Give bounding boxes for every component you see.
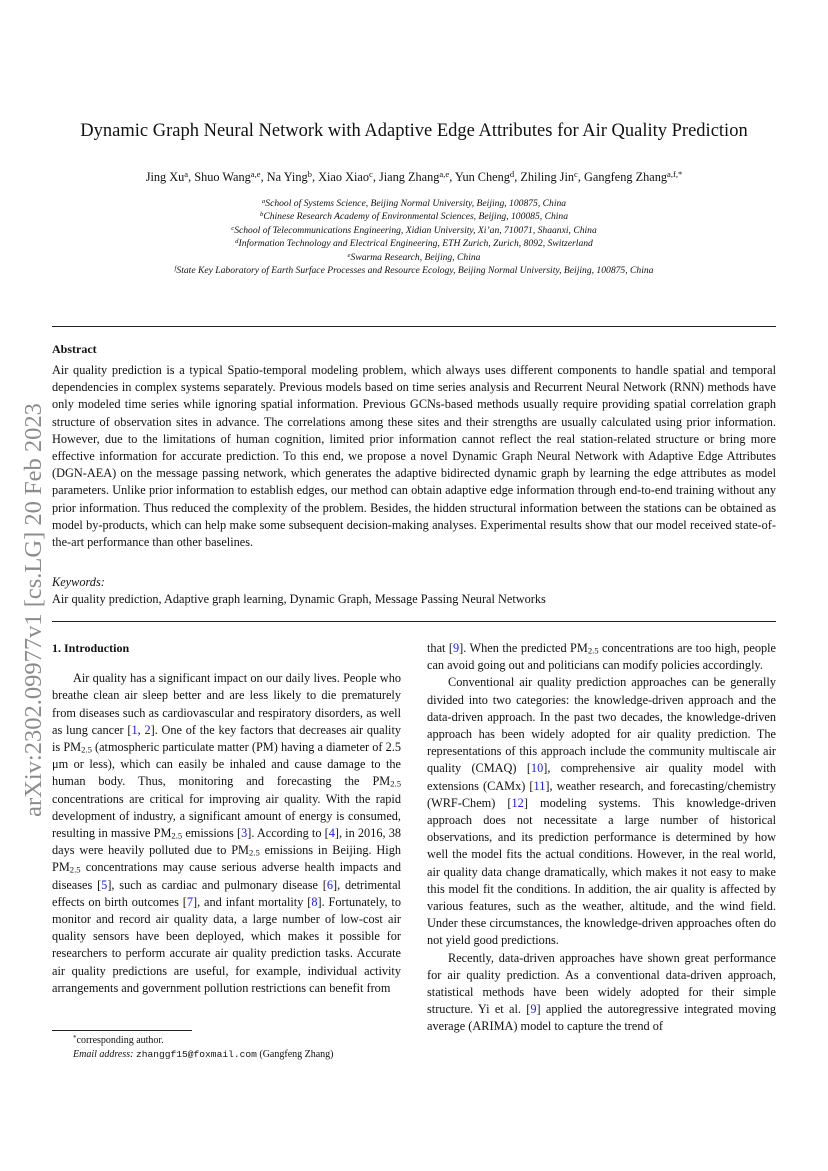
email-label: Email address: bbox=[73, 1049, 134, 1060]
affiliation-mark: a bbox=[261, 197, 266, 205]
intro-paragraph-continued: that [9]. When the predicted $PM_{2.5}$ concentrations are too high, people can avoid going out and politicians can modify policies accordingly. bbox=[427, 641, 777, 673]
pm-subscript: 2.5 bbox=[81, 744, 92, 755]
author-affiliation-mark: a bbox=[184, 169, 189, 180]
citation-link[interactable]: 12 bbox=[511, 795, 524, 810]
intro-paragraph-2: Conventional air quality prediction approaches can be generally divided into two categories: the knowledge-driven approach and the data-driven approach. In the past two decades, the knowledge-driven approach has been widely adopted for air quality prediction. The representations of this approach include the community multiscale air quality (CMAQ) [10], comprehensive air quality model with extensions (CAMx) [11], weather research, and forecasting/chemistry (WRF-Chem) [12] modeling systems. This knowledge-driven approach does not necessitate a large number of historical observations, and its prediction performance is determined by how well the model fits the actual conditions. However, in the real world, air quality data change dramatically, which makes it not easy to make this model fit the conditions. In addition, the air quality is affected by various features, such as the weather, altitude, and the wind field. Under these circumstances, the knowledge-driven approaches often do not yield good predictions. bbox=[427, 675, 777, 948]
affiliation-mark: f bbox=[174, 265, 177, 273]
author-name: Gangfeng Zhang bbox=[584, 170, 667, 184]
intro-paragraph-3: Recently, data-driven approaches have shown great performance for air quality prediction. As a conventional data-driven approach, statistical methods have been widely adopted for their simple structure. Yi et al. [9] applied the autoregressive integrated moving average (ARIMA) model to capture the trend of bbox=[427, 950, 776, 1034]
affiliation-text: Chinese Research Academy of Environmental Sciences, Beijing, 100085, China bbox=[263, 211, 569, 223]
corresponding-author-label: corresponding author. bbox=[76, 1035, 164, 1046]
abstract-top-rule bbox=[52, 326, 776, 327]
affiliation-mark: e bbox=[347, 251, 351, 259]
pm-subscript: 2.5 bbox=[390, 779, 401, 790]
citation-link[interactable]: 8 bbox=[311, 894, 318, 909]
author-affiliation-mark: a,e bbox=[250, 169, 261, 180]
footnotes bbox=[52, 1034, 401, 1062]
affiliation-mark: d bbox=[235, 238, 239, 246]
author-list: Jing Xu$^a$, Shuo Wang$^{a,e}$, Na Ying$^b$, Xiao Xiao$^c$, Jiang Zhang$^{a,e}$, Yun Cheng$^d$, Zhiling Jin$^c$, Gangfeng Zhang$^{a,f,*}$ bbox=[145, 169, 683, 184]
pm-subscript: 2.5 bbox=[171, 830, 183, 841]
affiliation-mark: b bbox=[259, 211, 264, 219]
citation-link[interactable]: 5 bbox=[101, 877, 108, 892]
abstract-heading: Abstract bbox=[52, 342, 97, 356]
affiliation-text: Information Technology and Electrical Engineering, ETH Zurich, Zurich, 8092, Switzerland bbox=[238, 238, 593, 250]
author-affiliation-mark: c bbox=[574, 169, 578, 180]
affiliation-list bbox=[0, 197, 828, 277]
keywords-bottom-rule bbox=[52, 621, 776, 622]
email-address[interactable]: zhanggf15@foxmail.com bbox=[135, 1049, 257, 1060]
author-affiliation-mark: c bbox=[368, 169, 373, 180]
author-name: Zhiling Jin bbox=[520, 170, 575, 184]
arxiv-identifier-stamp bbox=[14, 365, 54, 855]
author-name: Shuo Wang bbox=[194, 170, 251, 184]
email-note bbox=[52, 1048, 401, 1062]
citation-link[interactable]: 4 bbox=[328, 826, 335, 841]
paper-title: Dynamic Graph Neural Network with Adaptive Edge Attributes for Air Quality Prediction bbox=[80, 121, 748, 141]
citation-link[interactable]: 2 bbox=[144, 722, 151, 737]
author-name: Xiao Xiao bbox=[318, 170, 369, 184]
email-owner: (Gangfeng Zhang) bbox=[259, 1049, 334, 1060]
citation-link[interactable]: 9 bbox=[453, 641, 460, 655]
citation-link[interactable]: 11 bbox=[533, 778, 546, 793]
right-column bbox=[427, 640, 776, 1036]
affiliation-line bbox=[0, 224, 828, 237]
intro-paragraph-1: Air quality has a significant impact on our daily lives. People who breathe clean air sleep better and are less likely to die prematurely from diseases such as cardiovascular and respiratory disorders, as well as lung cancer [1, 2]. One of the key factors that decreases air quality is $PM_{2.5}$ (atmospheric particulate matter (PM) having a diameter of 2.5 μm or less), which can easily be inhaled and cause damage to the human body. Thus, monitoring and forecasting the $PM_{2.5}$ concentrations are critical for improving air quality. With the rapid development of industry, a significant amount of energy is consumed, resulting in massive $PM_{2.5}$ emissions [3]. According to [4], in 2016, 38 days were heavily polluted due to $PM_{2.5}$ emissions in Beijing. High $PM_{2.5}$ concentrations may cause serious adverse health impacts and diseases [5], such as cardiac and pulmonary disease [6], detrimental effects on birth outcomes [7], and infant mortality [8]. Fortunately, to monitor and record air quality data, a large number of low-cost air quality sensors have been deployed, which makes it possible for researchers to perform accurate air quality prediction tasks. Accurate air quality predictions are useful, for example, individual activity arrangements and government pollution restrictions can benefit from bbox=[52, 671, 402, 995]
affiliation-text: School of Telecommunications Engineering, Xidian University, Xi’an, 710071, Shaanxi, China bbox=[234, 224, 597, 236]
citation-link[interactable]: 1 bbox=[131, 722, 138, 737]
citation-link[interactable]: 10 bbox=[530, 761, 544, 776]
footnote-star: * bbox=[73, 1033, 77, 1042]
affiliation-text: School of Systems Science, Beijing Normal University, Beijing, 100875, China bbox=[265, 198, 567, 209]
pm-subscript: 2.5 bbox=[248, 847, 260, 858]
affiliation-line bbox=[0, 251, 828, 264]
author-name: Yun Cheng bbox=[454, 170, 510, 184]
corresponding-author-note bbox=[52, 1034, 401, 1048]
footnote-rule bbox=[52, 1030, 192, 1031]
section-heading-introduction: 1. Introduction bbox=[52, 641, 130, 655]
author-affiliation-mark: a,f,* bbox=[667, 169, 683, 180]
pm-subscript: 2.5 bbox=[587, 645, 599, 656]
citation-link[interactable]: 3 bbox=[241, 826, 248, 841]
left-column bbox=[52, 640, 401, 997]
affiliation-line bbox=[0, 237, 828, 250]
keywords-heading: Keywords: bbox=[52, 575, 105, 589]
author-name: Na Ying bbox=[266, 170, 308, 184]
affiliation-mark: c bbox=[231, 224, 235, 232]
affiliation-line bbox=[0, 197, 828, 210]
author-affiliation-mark: a,e bbox=[439, 169, 450, 180]
abstract-text: Air quality prediction is a typical Spatio-temporal modeling problem, which always uses different components to handle spatial and temporal dependencies in complex systems separately. Previous models based on time series analysis and Recurrent Neural Network (RNN) methods have only modeled time series while ignoring spatial information. Previous GCNs-based methods usually require providing spatial correlation graph structure of observation sites in advance. The correlations among these sites and their strengths are usually calculated using prior information. However, due to the limitations of human cognition, limited prior information cannot reflect the real station-related structure or bring more effective information for accurate prediction. To this end, we propose a novel Dynamic Graph Neural Network with Adaptive Edge Attributes (DGN-AEA) on the message passing network, which generates the adaptive bidirected dynamic graph by learning the edge attributes as model parameters. Unlike prior information to establish edges, our method can obtain adaptive edge information through end-to-end training without any prior information. Thus reduced the complexity of the problem. Besides, the hidden structural information between the stations can be obtained as model by-products, which can help make some subsequent decision-making analyses. Experimental results show that our model received state-of-the-art performance than other baselines. bbox=[52, 363, 776, 550]
affiliation-text: Swarma Research, Beijing, China bbox=[350, 251, 481, 263]
affiliation-line bbox=[0, 210, 828, 223]
arxiv-stamp-text: arXiv:2302.09977v1 [cs.LG] 20 Feb 2023 bbox=[20, 403, 47, 817]
author-affiliation-mark: d bbox=[509, 169, 515, 180]
author-affiliation-mark: b bbox=[307, 169, 312, 180]
citation-link[interactable]: 7 bbox=[186, 894, 193, 909]
pm-subscript: 2.5 bbox=[69, 865, 81, 876]
author-name: Jiang Zhang bbox=[378, 170, 440, 184]
keywords-text: Air quality prediction, Adaptive graph learning, Dynamic Graph, Message Passing Neural Networks bbox=[52, 592, 546, 606]
affiliation-line bbox=[0, 264, 828, 277]
affiliation-text: State Key Laboratory of Earth Surface Processes and Resource Ecology, Beijing Normal University, Beijing, 100875, China bbox=[176, 265, 654, 277]
citation-link[interactable]: 9 bbox=[530, 1002, 537, 1017]
citation-link[interactable]: 6 bbox=[326, 877, 334, 892]
author-name: Jing Xu bbox=[145, 170, 185, 184]
